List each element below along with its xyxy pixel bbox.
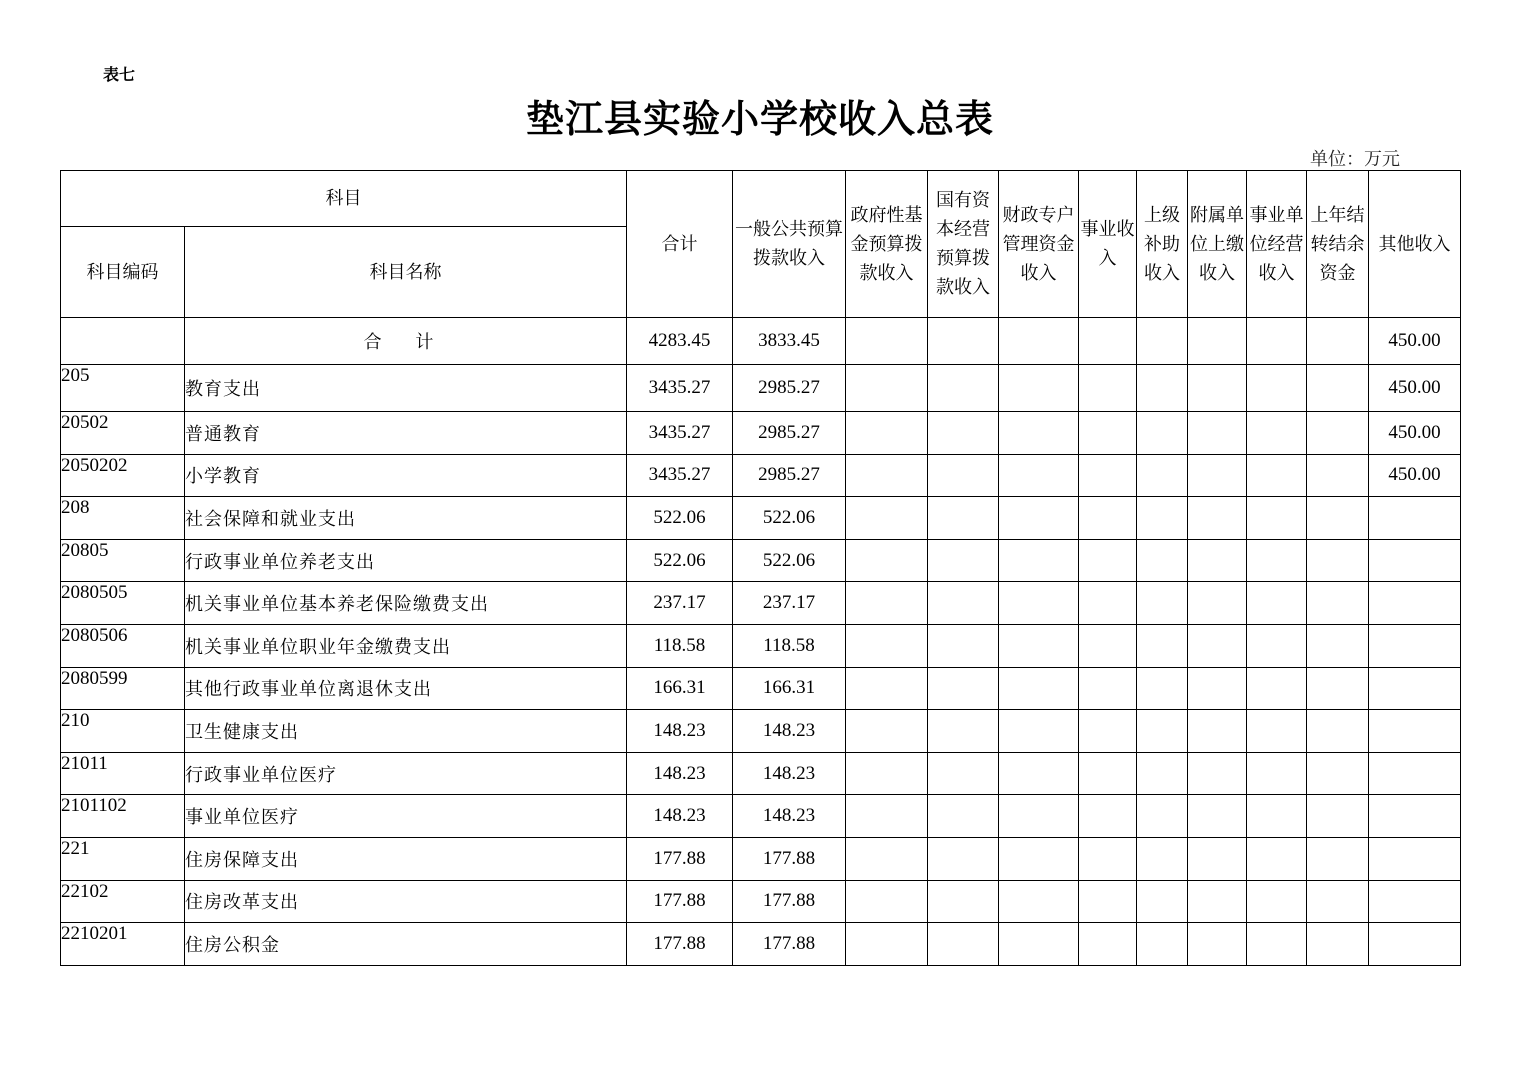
row-code: 2080599 bbox=[61, 667, 185, 710]
row-code: 20502 bbox=[61, 412, 185, 455]
row-name: 社会保障和就业支出 bbox=[185, 497, 627, 540]
row-other: 450.00 bbox=[1369, 412, 1461, 455]
table-row bbox=[61, 795, 1461, 838]
table-row bbox=[61, 923, 1461, 966]
row-general: 2985.27 bbox=[733, 412, 846, 455]
row-code: 22102 bbox=[61, 880, 185, 923]
row-other bbox=[1369, 752, 1461, 795]
header-state-capital: 国有资本经营预算拨款收入 bbox=[928, 171, 999, 318]
header-name: 科目名称 bbox=[185, 227, 627, 318]
row-total: 3435.27 bbox=[627, 412, 733, 455]
unit-label: 单位：万元 bbox=[1310, 149, 1400, 170]
header-code: 科目编码 bbox=[61, 227, 185, 318]
row-code: 221 bbox=[61, 837, 185, 880]
row-general: 522.06 bbox=[733, 539, 846, 582]
row-name: 住房保障支出 bbox=[185, 837, 627, 880]
header-carryover: 上年结转结余资金 bbox=[1307, 171, 1369, 318]
row-name: 行政事业单位医疗 bbox=[185, 752, 627, 795]
row-name: 普通教育 bbox=[185, 412, 627, 455]
row-name: 合 计 bbox=[185, 318, 627, 365]
row-name: 机关事业单位基本养老保险缴费支出 bbox=[185, 582, 627, 625]
row-total: 177.88 bbox=[627, 923, 733, 966]
row-general: 148.23 bbox=[733, 795, 846, 838]
table-row bbox=[61, 710, 1461, 753]
row-other bbox=[1369, 837, 1461, 880]
row-other bbox=[1369, 539, 1461, 582]
row-name: 教育支出 bbox=[185, 365, 627, 412]
row-total: 148.23 bbox=[627, 710, 733, 753]
row-total: 118.58 bbox=[627, 624, 733, 667]
table-row bbox=[61, 365, 1461, 412]
row-other bbox=[1369, 795, 1461, 838]
row-name: 住房改革支出 bbox=[185, 880, 627, 923]
row-other: 450.00 bbox=[1369, 318, 1461, 365]
table-row bbox=[61, 667, 1461, 710]
row-code bbox=[61, 318, 185, 365]
row-total: 4283.45 bbox=[627, 318, 733, 365]
table-row bbox=[61, 837, 1461, 880]
table-row bbox=[61, 582, 1461, 625]
header-gov-fund: 政府性基金预算拨款收入 bbox=[846, 171, 928, 318]
row-total: 148.23 bbox=[627, 795, 733, 838]
row-general: 177.88 bbox=[733, 880, 846, 923]
header-operating: 事业单位经营收入 bbox=[1247, 171, 1307, 318]
row-general: 166.31 bbox=[733, 667, 846, 710]
row-code: 2050202 bbox=[61, 454, 185, 497]
row-total: 177.88 bbox=[627, 880, 733, 923]
row-other bbox=[1369, 582, 1461, 625]
table-row bbox=[61, 539, 1461, 582]
row-total: 3435.27 bbox=[627, 365, 733, 412]
row-general: 237.17 bbox=[733, 582, 846, 625]
row-other bbox=[1369, 624, 1461, 667]
row-code: 2080506 bbox=[61, 624, 185, 667]
row-total: 237.17 bbox=[627, 582, 733, 625]
row-code: 2210201 bbox=[61, 923, 185, 966]
row-code: 208 bbox=[61, 497, 185, 540]
row-code: 20805 bbox=[61, 539, 185, 582]
page-title: 垫江县实验小学校收入总表 bbox=[525, 96, 994, 141]
row-name: 机关事业单位职业年金缴费支出 bbox=[185, 624, 627, 667]
header-business-income: 事业收入 bbox=[1079, 171, 1137, 318]
row-total: 522.06 bbox=[627, 497, 733, 540]
table-row bbox=[61, 454, 1461, 497]
row-general: 522.06 bbox=[733, 497, 846, 540]
row-name: 事业单位医疗 bbox=[185, 795, 627, 838]
table-row bbox=[61, 412, 1461, 455]
header-fiscal-special: 财政专户管理资金收入 bbox=[999, 171, 1079, 318]
row-total: 148.23 bbox=[627, 752, 733, 795]
row-code: 2101102 bbox=[61, 795, 185, 838]
table-row bbox=[61, 880, 1461, 923]
table-row-total bbox=[61, 318, 1461, 365]
row-code: 21011 bbox=[61, 752, 185, 795]
row-general: 148.23 bbox=[733, 710, 846, 753]
header-affiliated: 附属单位上缴收入 bbox=[1188, 171, 1247, 318]
table-number: 表七 bbox=[103, 65, 136, 84]
header-other: 其他收入 bbox=[1369, 171, 1461, 318]
table-row bbox=[61, 752, 1461, 795]
header-total: 合计 bbox=[627, 171, 733, 318]
row-code: 210 bbox=[61, 710, 185, 753]
header-superior-subsidy: 上级补助收入 bbox=[1137, 171, 1188, 318]
row-other bbox=[1369, 880, 1461, 923]
row-total: 522.06 bbox=[627, 539, 733, 582]
row-other: 450.00 bbox=[1369, 365, 1461, 412]
row-total: 177.88 bbox=[627, 837, 733, 880]
table-row bbox=[61, 624, 1461, 667]
row-name: 卫生健康支出 bbox=[185, 710, 627, 753]
row-general: 148.23 bbox=[733, 752, 846, 795]
row-other bbox=[1369, 923, 1461, 966]
row-code: 205 bbox=[61, 365, 185, 412]
row-other bbox=[1369, 710, 1461, 753]
row-name: 住房公积金 bbox=[185, 923, 627, 966]
row-general: 118.58 bbox=[733, 624, 846, 667]
header-subject: 科目 bbox=[61, 171, 627, 227]
income-summary-table bbox=[60, 170, 1461, 966]
row-name: 小学教育 bbox=[185, 454, 627, 497]
row-total: 3435.27 bbox=[627, 454, 733, 497]
row-total: 166.31 bbox=[627, 667, 733, 710]
row-general: 3833.45 bbox=[733, 318, 846, 365]
row-name: 行政事业单位养老支出 bbox=[185, 539, 627, 582]
row-other: 450.00 bbox=[1369, 454, 1461, 497]
header-general-budget: 一般公共预算拨款收入 bbox=[733, 171, 846, 318]
row-other bbox=[1369, 667, 1461, 710]
row-general: 2985.27 bbox=[733, 454, 846, 497]
row-code: 2080505 bbox=[61, 582, 185, 625]
row-other bbox=[1369, 497, 1461, 540]
table-row bbox=[61, 497, 1461, 540]
row-name: 其他行政事业单位离退休支出 bbox=[185, 667, 627, 710]
row-general: 177.88 bbox=[733, 923, 846, 966]
row-general: 2985.27 bbox=[733, 365, 846, 412]
row-general: 177.88 bbox=[733, 837, 846, 880]
